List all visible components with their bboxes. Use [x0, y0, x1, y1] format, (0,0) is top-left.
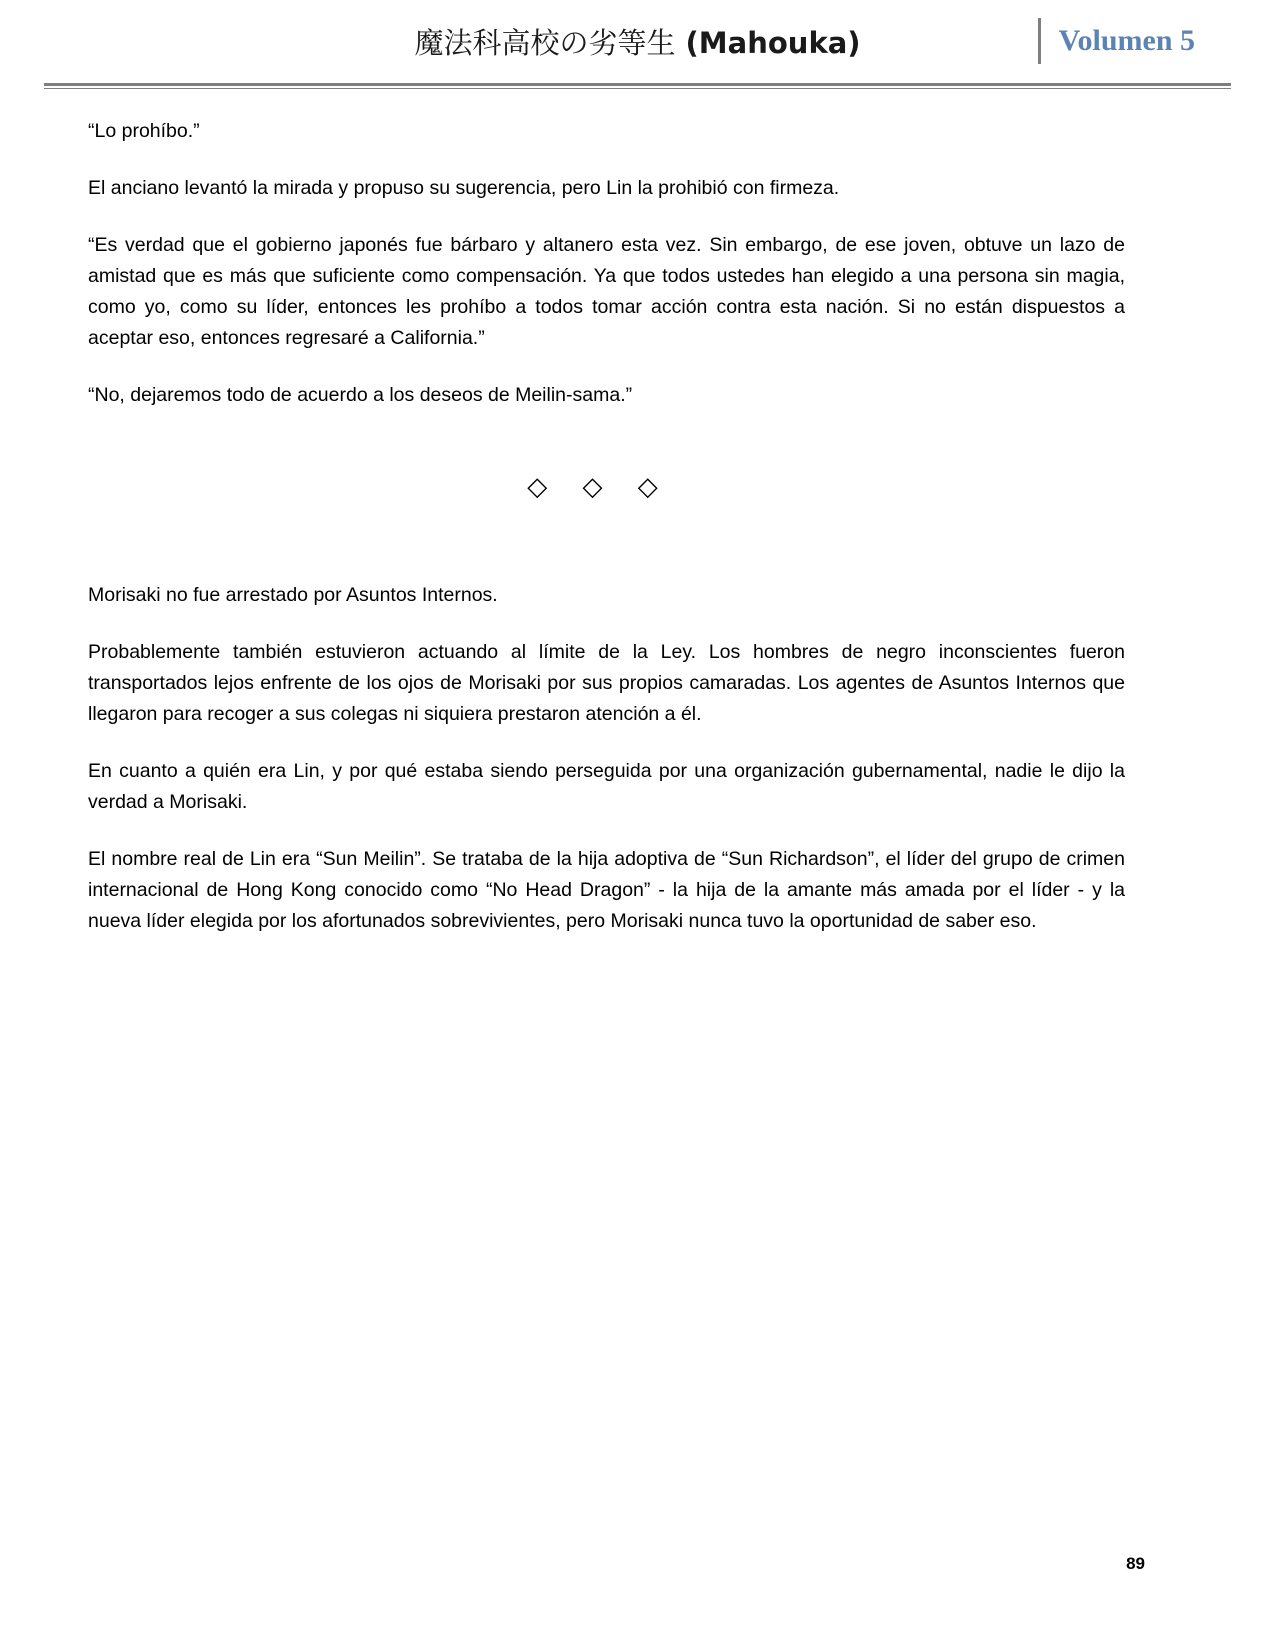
- paragraph: “Lo prohíbo.”: [88, 120, 200, 142]
- header-title-romanized: (Mahouka): [675, 26, 861, 60]
- page-content: [0, 86, 1275, 937]
- header-volume-group: [1038, 18, 1195, 64]
- page-header: [0, 0, 1275, 86]
- header-title-japanese: 魔法科高校の劣等生: [414, 26, 676, 60]
- paragraph: “No, dejaremos todo de acuerdo a los deseos de Meilin-sama.”: [88, 384, 633, 406]
- header-vertical-divider: [1038, 18, 1041, 64]
- paragraph: Morisaki no fue arrestado por Asuntos Internos.: [88, 584, 498, 606]
- header-inner: [44, 0, 1231, 86]
- paragraph: Probablemente también estuvieron actuando al límite de la Ley. Los hombres de negro inconscientes fueron transportados lejos enfrente de los ojos de Morisaki por sus propios camaradas. Los agentes de Asuntos Internos que llegaron para recoger a sus colegas ni siquiera prestaron atención a él.: [88, 641, 1125, 725]
- header-horizontal-rule: [44, 83, 1231, 86]
- scene-divider: ◇ ◇ ◇: [527, 471, 672, 501]
- paragraph: El anciano levantó la mirada y propuso su sugerencia, pero Lin la prohibió con firmeza.: [88, 177, 840, 199]
- paragraph: “Es verdad que el gobierno japonés fue bárbaro y altanero esta vez. Sin embargo, de ese joven, obtuve un lazo de amistad que es más que suficiente como compensación. Ya que todos ustedes han elegido a una persona sin magia, como yo, como su líder, entonces les prohíbo a todos tomar acción contra esta nación. Si no están dispuestos a aceptar eso, entonces regresaré a California.”: [88, 234, 1125, 349]
- header-title: [414, 21, 860, 62]
- paragraph: El nombre real de Lin era “Sun Meilin”. Se trataba de la hija adoptiva de “Sun Richardson”, el líder del grupo de crimen internacional de Hong Kong conocido como “No Head Dragon” - la hija de la amante más amada por el líder - y la nueva líder elegida por los afortunados sobrevivientes, pero Morisaki nunca tuvo la oportunidad de saber eso.: [88, 848, 1125, 932]
- volume-label: Volumen 5: [1058, 24, 1195, 57]
- page-number: 89: [1126, 1554, 1145, 1573]
- paragraph: En cuanto a quién era Lin, y por qué estaba siendo perseguida por una organización gubernamental, nadie le dijo la verdad a Morisaki.: [88, 760, 1125, 813]
